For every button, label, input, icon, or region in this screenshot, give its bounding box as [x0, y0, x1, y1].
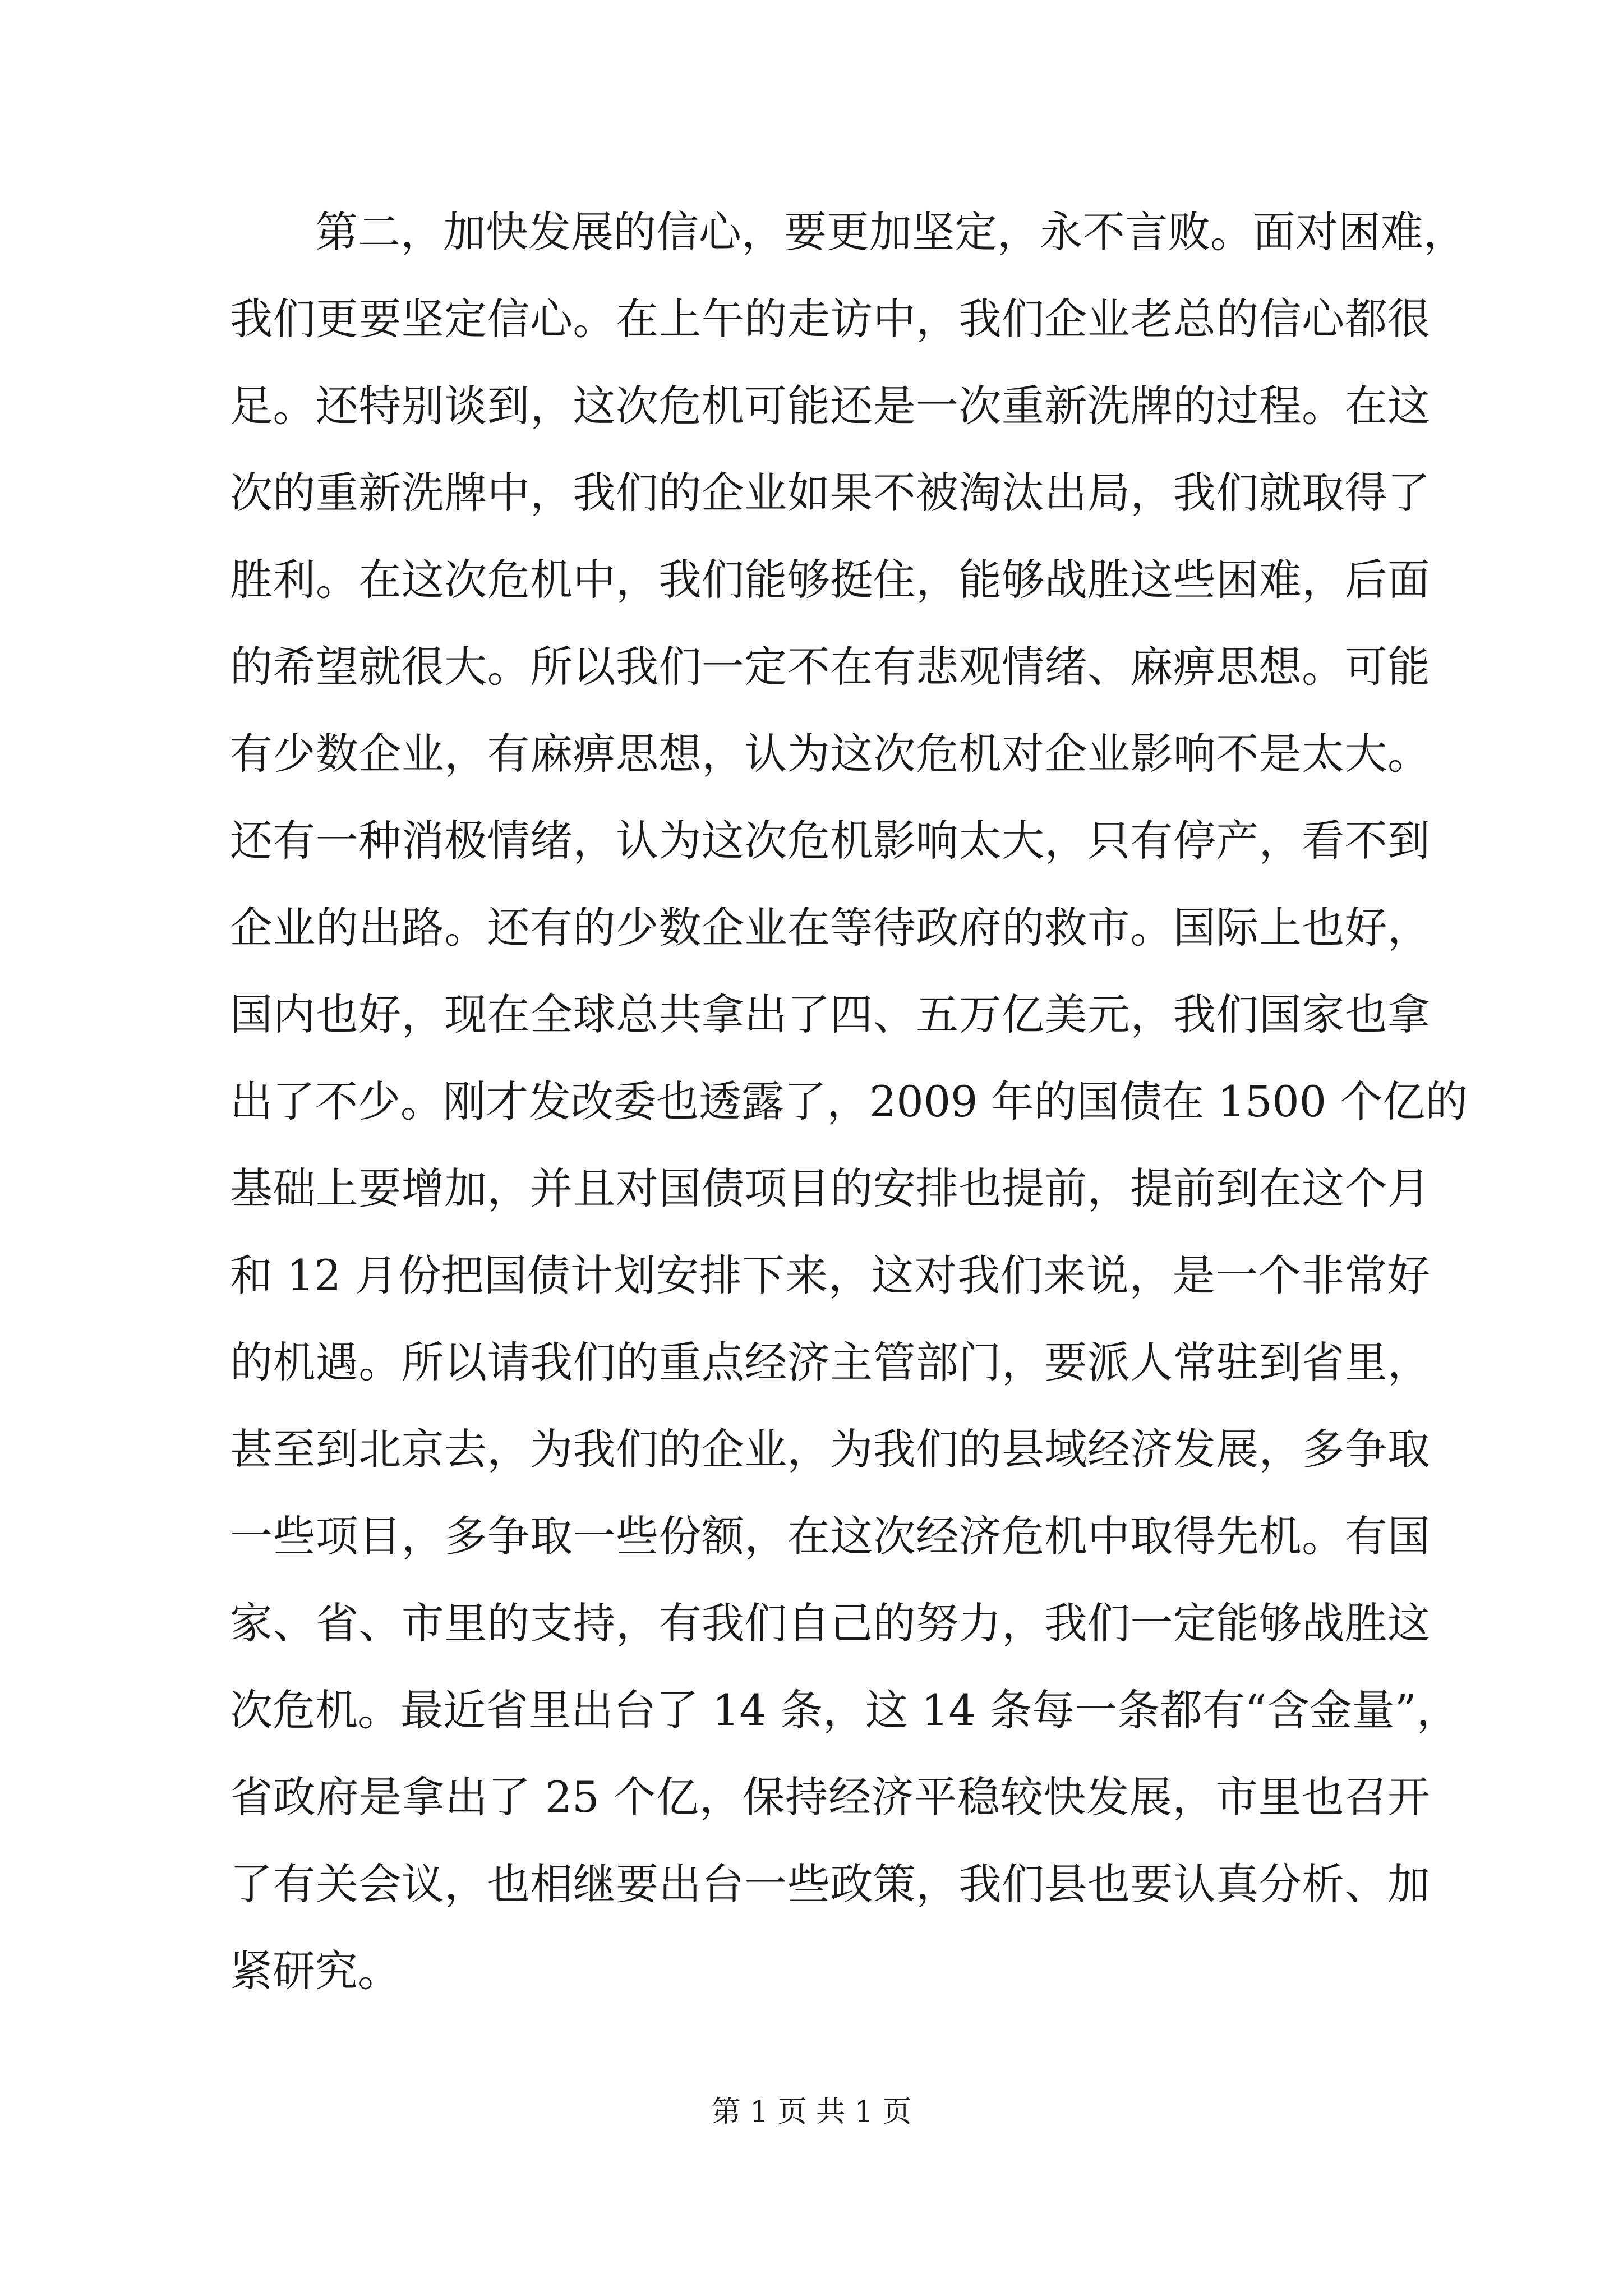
- text-line-21: 紧研究。: [230, 1946, 400, 1996]
- text-line-8: 还有一种消极情绪，认为这次危机影响太大，只有停产，看不到: [230, 816, 1430, 866]
- text-line-9: 企业的出路。还有的少数企业在等待政府的救市。国际上也好，: [230, 903, 1430, 953]
- page-footer: 第 1 页 共 1 页: [711, 2095, 912, 2129]
- text-line-1: 第二，加快发展的信心，要更加坚定，永不言败。面对困难，: [315, 207, 1466, 257]
- text-line-2: 我们更要坚定信心。在上午的走访中，我们企业老总的信心都很: [230, 294, 1430, 344]
- text-line-14: 的机遇。所以请我们的重点经济主管部门，要派人常驻到省里，: [230, 1337, 1430, 1387]
- text-line-18: 次危机。最近省里出台了 14 条，这 14 条每一条都有“含金量”，: [230, 1685, 1459, 1735]
- text-line-4: 次的重新洗牌中，我们的企业如果不被淘汰出局，我们就取得了: [230, 468, 1430, 518]
- text-line-7: 有少数企业，有麻痹思想，认为这次危机对企业影响不是太大。: [230, 729, 1430, 779]
- text-line-13: 和 12 月份把国债计划安排下来，这对我们来说，是一个非常好: [230, 1250, 1430, 1300]
- text-line-17: 家、省、市里的支持，有我们自己的努力，我们一定能够战胜这: [230, 1598, 1430, 1648]
- body-paragraph: [230, 188, 1468, 2014]
- text-line-16: 一些项目，多争取一些份额，在这次经济危机中取得先机。有国: [230, 1511, 1430, 1561]
- text-line-19: 省政府是拿出了 25 个亿，保持经济平稳较快发展，市里也召开: [230, 1772, 1430, 1822]
- text-line-15: 甚至到北京去，为我们的企业，为我们的县域经济发展，多争取: [230, 1424, 1430, 1474]
- text-line-20: 了有关会议，也相继要出台一些政策，我们县也要认真分析、加: [230, 1859, 1430, 1909]
- text-line-5: 胜利。在这次危机中，我们能够挺住，能够战胜这些困难，后面: [230, 555, 1430, 605]
- text-line-12: 基础上要增加，并且对国债项目的安排也提前，提前到在这个月: [230, 1163, 1430, 1213]
- text-line-6: 的希望就很大。所以我们一定不在有悲观情绪、麻痹思想。可能: [230, 642, 1430, 692]
- text-line-3: 足。还特别谈到，这次危机可能还是一次重新洗牌的过程。在这: [230, 381, 1430, 431]
- text-line-10: 国内也好，现在全球总共拿出了四、五万亿美元，我们国家也拿: [230, 990, 1430, 1039]
- text-line-11: 出了不少。刚才发改委也透露了，2009 年的国债在 1500 个亿的: [230, 1076, 1468, 1126]
